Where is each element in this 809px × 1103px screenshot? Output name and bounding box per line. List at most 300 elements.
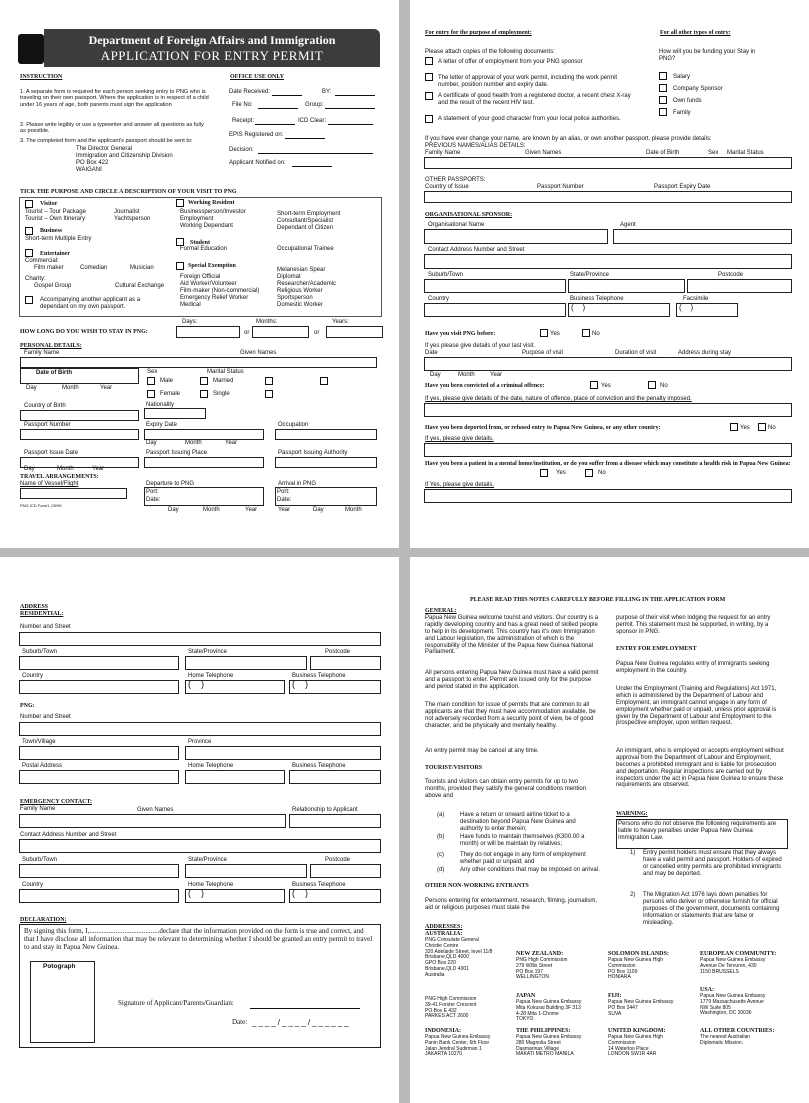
expiry-day: Day — [146, 440, 157, 446]
employment-2: Under the Employment (Training and Regulations) Act 1971, which is administered by the Department of Labour and Employment, an immigrant cannot engage in any form of employment whether paid or unpaid, unless prior approval is given by the Department of Labour and Employment to the prospective employer, upon written request. — [616, 686, 777, 727]
signature-line[interactable] — [250, 1008, 360, 1009]
purpose-heading: TICK THE PURPOSE AND CIRCLE A DESCRIPTION OF YOUR VISIT TO PNG — [20, 189, 237, 195]
general-3: The main condition for issue of permits that are common to all applicants are that they must have accommodation available, be not adversely recorded from a security point of view, be of good character, and be physically and mentally healthy. — [425, 702, 596, 729]
province-field[interactable] — [185, 746, 381, 760]
dob-month: Month — [62, 385, 79, 391]
accompanying-label: Accompanying another applicant as a dependant on my own passport. — [40, 297, 141, 310]
em-home-phone-label: Home Telephone — [188, 882, 234, 888]
em-bus-paren: ( ) — [292, 888, 308, 898]
address-line-3: PO Box 422 — [76, 160, 109, 166]
facsimile-label: Facsimile — [683, 296, 709, 302]
cond-c-text: They do not engage in any form of employment whether paid or unpaid; and — [460, 852, 586, 865]
departure-label: Departure to PNG — [146, 481, 195, 487]
occupation-field[interactable] — [275, 429, 377, 440]
em-relationship-field[interactable] — [289, 814, 381, 828]
researcher[interactable]: Researcher/Academic — [277, 281, 337, 287]
cond-a-text: Have a return or onward airline ticket to a destination beyond Papua New Guinea and authority to enter therein; — [460, 812, 576, 832]
nz-address: PNG High Commission 279 Willis Street PO Box 197 WELLINGTON — [516, 957, 568, 981]
em-suburb-field[interactable] — [19, 864, 179, 878]
group-label: Group: — [305, 102, 324, 108]
org-name-field[interactable] — [424, 229, 608, 244]
business-checkbox[interactable] — [25, 227, 33, 235]
us-address: Papua New Guinea Embassy 1779 Massachusetts Avenue NW Suite 805 Washington, DC 20036 — [700, 993, 766, 1017]
form-code: PNG ICD Form1 ,05/95 — [20, 503, 62, 508]
dependant-citizen[interactable]: Dependant of Citizen — [277, 225, 334, 231]
doc4-label: A statement of your good character from your local police authorities. — [438, 116, 621, 122]
receipt-line[interactable] — [255, 124, 295, 125]
employment-heading: ENTRY FOR EMPLOYMENT — [616, 646, 697, 652]
doc3-checkbox[interactable] — [425, 92, 433, 100]
nonwork-text: Persons entering for entertainment, research, filming, journalism, aid or religious purposes must state the — [425, 898, 598, 911]
sign-date-slashes[interactable]: ____/____/______ — [252, 1018, 351, 1027]
vessel-field[interactable] — [20, 488, 127, 499]
em-relationship-label: Relationship to Applicant — [292, 807, 358, 813]
postcode-field[interactable] — [687, 279, 792, 293]
female-label: Female — [160, 391, 181, 397]
suburb-label: Suburb/Town — [428, 272, 464, 278]
employment-1: Papua New Guinea regulates entry of immigrants seeking employment in the country. — [616, 661, 770, 674]
date-received-line[interactable] — [272, 95, 302, 96]
em-country-field[interactable] — [19, 889, 179, 903]
single-label: Single — [213, 391, 230, 397]
short-term-employment[interactable]: Short-term Employment — [277, 211, 341, 217]
png-heading: PNG: — [20, 703, 35, 709]
si-heading: SOLOMON ISLANDS: — [608, 951, 669, 957]
expiry-month: Month — [185, 440, 202, 446]
id-address: Papua New Guinea Embassy Panin Bank Center, 6th Floor Jalan Jendral Sudirman 1 JAKARTA 10270 — [425, 1034, 491, 1058]
entertainer-label: Entertainer — [40, 251, 70, 257]
warning-2: The Migration Act 1976 lays down penalties for persons who deliver or otherwise furnish for official purposes of the government, documents containing information or statements that are false or misleading. — [643, 892, 780, 926]
entertainer-checkbox[interactable] — [25, 249, 33, 257]
emergency-heading: EMERGENCY CONTACT: — [20, 799, 93, 805]
married-checkbox[interactable] — [200, 377, 208, 385]
issue-place-field[interactable] — [144, 457, 264, 468]
expiry-year: Year — [225, 440, 238, 446]
cond-c: (c) — [437, 852, 444, 858]
receipt-label: Receipt: — [232, 118, 255, 124]
vessel-label: Name of Vessel/Flight — [20, 481, 79, 487]
sign-date-label: Date: — [232, 1018, 248, 1026]
marital-checkbox-4[interactable] — [265, 390, 273, 398]
address-line-2: Immigration and Citizenship Division — [76, 153, 173, 159]
warning-0: Persons who do not observe the following requirements are liable to heavy penalties under Papua New Guinea Immigration Law. — [618, 821, 777, 841]
state-label: State/Province — [570, 272, 610, 278]
form-title: APPLICATION FOR ENTRY PERMIT — [100, 48, 324, 63]
conviction-details-label: If yes, please give details of the date, nature of offence, place of conviction and the penalty imposed. — [425, 396, 692, 402]
salary-checkbox[interactable] — [659, 72, 667, 80]
fj-heading: FIJI: — [608, 993, 622, 999]
patient-details-field[interactable] — [424, 489, 792, 503]
family-checkbox[interactable] — [659, 108, 667, 116]
png-bus-phone-field[interactable] — [289, 770, 381, 784]
charity-label: Charity: — [25, 276, 46, 282]
warning-1: Entry permit holders must ensure that they always have a valid permit and passport. Holders of expired or cancelled entry permits are prohibited immigrants and may be deported. — [643, 850, 782, 877]
png-street-label: Number and Street — [20, 714, 71, 720]
res-postcode-field[interactable] — [310, 656, 381, 670]
convicted-no-label: No — [660, 383, 668, 389]
warning-1-num: 1) — [630, 850, 636, 856]
funding-question: How will you be funding your Stay in PNG? — [659, 49, 756, 62]
single-checkbox[interactable] — [200, 390, 208, 398]
marital-checkbox-5[interactable] — [320, 377, 328, 385]
tourist-package[interactable]: Tourist – Tour Package — [25, 209, 86, 215]
doc4-checkbox[interactable] — [425, 115, 433, 123]
religious-worker[interactable]: Religious Worker — [277, 288, 323, 294]
visit-date-label: Date — [425, 350, 438, 356]
general-2: All persons entering Papua New Guinea must have a valid permit and a passport to enter. Permit are issued only for the purpose and period stated in the application. — [425, 670, 599, 690]
cond-d: (d) — [437, 867, 445, 873]
tourist-1: Tourists and visitors can obtain entry permits for up to two months, provided they satisfy the general conditions mention above and — [425, 779, 587, 799]
yachtsperson[interactable]: Yachtsperson — [114, 216, 151, 222]
em-state-field[interactable] — [185, 864, 307, 878]
bus-phone-label: Business Telephone — [570, 296, 624, 302]
patient-yes-label: Yes — [556, 470, 566, 476]
res-bus-paren: ( ) — [292, 679, 308, 689]
arr-day: Day — [313, 507, 324, 513]
agent-field[interactable] — [613, 229, 792, 244]
arr-year: Year — [278, 507, 291, 513]
departure-box[interactable] — [144, 487, 264, 506]
marital-checkbox-3[interactable] — [265, 377, 273, 385]
other-passports-field[interactable] — [424, 191, 792, 203]
issue-day: Day — [24, 466, 35, 472]
convicted-yes-label: Yes — [601, 383, 611, 389]
dob-day: Day — [26, 385, 37, 391]
own-funds-checkbox[interactable] — [659, 96, 667, 104]
working-resident-checkbox[interactable] — [176, 199, 184, 207]
em-state-label: State/Province — [188, 857, 228, 863]
em-suburb-label: Suburb/Town — [22, 857, 58, 863]
student-checkbox[interactable] — [176, 238, 184, 246]
address-line-1: The Director General — [76, 146, 133, 152]
years-field[interactable] — [326, 326, 383, 338]
notified-line[interactable] — [292, 166, 332, 167]
visit-year: Year — [490, 372, 503, 378]
uk-address: Papua New Guinea High Commission 14 Waterloo Place LONDON SW1R 4AR — [608, 1034, 664, 1058]
employment-entry-heading: For entry for the purpose of employment: — [425, 30, 532, 36]
photograph-label: Potograph — [43, 963, 76, 970]
own-funds-label: Own funds — [673, 98, 702, 104]
page-1 — [0, 0, 399, 548]
res-suburb-label: Suburb/Town — [22, 649, 58, 655]
visit-month: Month — [458, 372, 475, 378]
diplomat[interactable]: Diplomat — [277, 274, 301, 280]
country-of-birth-field[interactable] — [20, 410, 139, 421]
working-dependant[interactable]: Working Dependant — [180, 223, 233, 229]
nonwork-heading: OTHER NON-WORKING ENTRANTS — [425, 883, 529, 889]
issue-authority-label: Passport Issuing Authority — [278, 450, 348, 456]
org-sponsor-heading: ORGANISATIONAL SPONSOR: — [425, 212, 513, 218]
gospel-group[interactable]: Gospel Group — [34, 283, 72, 289]
file-no-label: File No: — [232, 102, 253, 108]
foreign-official[interactable]: Foreign Official — [180, 274, 221, 280]
departure-date: Date: — [146, 497, 161, 503]
female-checkbox[interactable] — [147, 390, 155, 398]
emergency-relief[interactable]: Emergency Relief Worker — [180, 295, 249, 301]
png-home-phone-label: Home Telephone — [188, 763, 234, 769]
consultant[interactable]: Consultant/Specialist — [277, 218, 334, 224]
other-passports-label: OTHER PASSPORTS: — [425, 177, 486, 183]
town-label: Town/Village — [22, 739, 56, 745]
special-exemption-label: Special Exemption — [188, 263, 236, 269]
issue-month: Month — [57, 466, 74, 472]
salary-label: Salary — [673, 74, 691, 80]
journalist[interactable]: Journalist — [114, 209, 140, 215]
attach-label: Please attach copies of the following documents: — [425, 49, 555, 55]
by-line[interactable] — [335, 95, 375, 96]
cond-a: (a) — [437, 812, 445, 818]
melanesian-spear[interactable]: Melanesian Spear — [277, 267, 326, 273]
conviction-details-field[interactable] — [424, 403, 792, 417]
res-street-label: Number and Street — [20, 624, 71, 630]
issue-year: Year — [92, 466, 105, 472]
deported-no-checkbox[interactable] — [758, 423, 766, 431]
notes-header: PLEASE READ THIS NOTES CAREFULLY BEFORE FILLING IN THE APPLICATION FORM — [470, 597, 726, 603]
departure-port: Port: — [146, 489, 159, 495]
doc3-label: A certificate of good health from a registered doctor, a recent chest X-ray and the result of the recent HIV test. — [438, 93, 631, 106]
town-field[interactable] — [19, 746, 179, 760]
res-home-phone-label: Home Telephone — [188, 673, 234, 679]
sex-label: Sex — [147, 369, 158, 375]
visit-address-label: Address during stay — [678, 350, 732, 356]
uk-heading: UNITED KINGDOM: — [608, 1028, 666, 1034]
domestic-worker[interactable]: Domestic Worker — [277, 302, 323, 308]
by-label: BY: — [322, 89, 332, 95]
given-names-label: Given Names — [240, 350, 277, 356]
patient-no-label: No — [598, 470, 606, 476]
convicted-yes-checkbox[interactable] — [590, 381, 598, 389]
previous-names-field[interactable] — [424, 157, 792, 169]
em-family-label: Family Name — [20, 806, 56, 812]
country-label: Country — [428, 296, 450, 302]
em-postcode-field[interactable] — [310, 864, 381, 878]
date-received-label: Date Received: — [229, 89, 271, 95]
short-term-multiple[interactable]: Short-term Multiple Entry — [25, 236, 92, 242]
address-line-4: WAIGANI — [76, 167, 102, 173]
employment[interactable]: Employment — [180, 216, 214, 222]
office-use-heading: OFFICE USE ONLY — [230, 74, 285, 80]
aus-address-2: PNG High Commission 39-41 Forster Crescent PO Box E 432 PARKES ACT 2600 — [425, 996, 477, 1020]
visited-yes-checkbox[interactable] — [540, 329, 548, 337]
how-long-label: HOW LONG DO YOU WISH TO STAY IN PNG: — [20, 329, 148, 335]
em-address-label: Contact Address Number and Street — [20, 832, 117, 838]
declaration-text: By signing this form, I,........................................declare that the information provided on the form is true and correct, and that I have disclose all information that may be relevant to determining whether I should be granted an entry permit to travel to and stay in Papua New Guinea. — [24, 927, 373, 952]
patient-yes-checkbox[interactable] — [540, 469, 548, 477]
accompanying-checkbox[interactable] — [25, 296, 33, 304]
tourist-heading: TOURIST/VISITORS — [425, 765, 483, 771]
issue-authority-field[interactable] — [275, 457, 377, 468]
suburb-field[interactable] — [424, 279, 566, 293]
warning-heading: WARNING: — [616, 811, 648, 817]
months-field[interactable] — [252, 326, 309, 338]
res-postcode-label: Postcode — [325, 649, 351, 655]
arrival-port: Port: — [277, 489, 290, 495]
res-state-field[interactable] — [185, 656, 307, 670]
male-label: Male — [160, 378, 174, 384]
deported-details-field[interactable] — [424, 443, 792, 457]
state-field[interactable] — [568, 279, 685, 293]
doc1-checkbox[interactable] — [425, 57, 433, 65]
ph-heading: THE PHILIPPINES: — [516, 1028, 571, 1034]
prev-given-label: Given Names — [525, 150, 562, 156]
working-resident-label: Working Resident — [188, 200, 235, 206]
us-heading: USA: — [700, 987, 715, 993]
res-bus-phone-label: Business Telephone — [292, 673, 346, 679]
general-1: Papua New Guinea welcome tourist and visitors. Our country is a rapidly developing country and has a great need of skilled people to help in its development. This country has it's own Immigration and Labour legislation, the administration of which is the responsibility of the Minister of the Papua New Guinea National Parliament. — [425, 615, 599, 656]
postal-field[interactable] — [19, 770, 179, 784]
ph-address: Papua New Guinea Embassy 280 Magnolia Street Dasmarinas Village MAKATI METRO MANILA — [516, 1034, 582, 1058]
instruction-2: 2. Please write legibly or use a typewriter and answer all questions as fully as possible. — [20, 122, 204, 135]
visited-no-checkbox[interactable] — [582, 329, 590, 337]
facsimile-paren: ( ) — [679, 303, 694, 312]
png-home-phone-field[interactable] — [185, 770, 285, 784]
days-field[interactable] — [176, 326, 240, 338]
or-label-2: or — [314, 330, 320, 336]
businessperson[interactable]: Businessperson/Investor — [180, 209, 246, 215]
aid-worker[interactable]: Aid Worker/Volunteer — [180, 281, 237, 287]
department-title: Department of Foreign Affairs and Immigration — [88, 33, 336, 47]
medical[interactable]: Medical — [180, 302, 201, 308]
issue-date-field[interactable] — [20, 457, 139, 468]
epis-label: EPIS Registered on: — [229, 132, 284, 138]
residential-heading: RESIDENTIAL: — [20, 611, 64, 617]
expiry-field[interactable] — [144, 429, 264, 440]
last-visit-field[interactable] — [424, 357, 792, 371]
visit-duration-label: Duration of visit — [615, 350, 657, 356]
visit-purpose-label: Purpose of visit — [522, 350, 564, 356]
res-state-label: State/Province — [188, 649, 228, 655]
em-home-paren: ( ) — [188, 888, 204, 898]
family-name-label: Family Name — [24, 350, 60, 356]
address-heading: ADDRESS — [20, 604, 49, 610]
last-visit-label: If yes please give details of your last visit. — [425, 343, 536, 349]
aus-address: PNG Consulate General Christie Centre 320 Adelaide Street, level 11/8 Brisbane,QLD 4000 GPO Box 220 Brisbane,QLD 4001 Australia — [425, 937, 493, 978]
cultural-exchange[interactable]: Cultural Exchange — [115, 283, 165, 289]
col2-purpose: purpose of their visit when lodging the request for an entry permit. This statement must be supported, in writing, by a sponsor in PNG. — [616, 615, 771, 635]
postal-label: Postal Address — [22, 763, 63, 769]
issue-place-label: Passport Issuing Place — [146, 450, 208, 456]
icd-clear-line[interactable] — [328, 124, 373, 125]
months-label: Months: — [256, 319, 278, 325]
company-label: Company Sponsor — [673, 86, 723, 92]
bus-phone-paren: ( ) — [571, 303, 586, 312]
icd-clear-label: ICD Clear: — [298, 118, 327, 124]
general-heading: GENERAL: — [425, 608, 457, 614]
oc-address: The nearest Australian Diplomatic Mission. — [700, 1034, 751, 1046]
special-exemption-checkbox[interactable] — [176, 262, 184, 270]
visitor-checkbox[interactable] — [25, 200, 33, 208]
org-name-label: Organisational Name — [428, 222, 485, 228]
general-4: An entry permit may be cancel at any time. — [425, 748, 539, 754]
instruction-3: 3. The completed form and the applicant's passport should be sent to: — [20, 138, 193, 144]
epis-line[interactable] — [285, 138, 325, 139]
coi-label: Country of Issue — [425, 184, 469, 190]
film-maker[interactable]: Film maker — [34, 265, 64, 271]
instruction-heading: INSTRUCTION — [20, 74, 63, 80]
fj-address: Papua New Guinea Embassy PO Box 2447 SUVA — [608, 999, 674, 1017]
comedian[interactable]: Comedian — [80, 265, 108, 271]
res-country-field[interactable] — [19, 680, 179, 694]
em-given-label: Given Names — [137, 807, 174, 813]
postcode-label: Postcode — [718, 272, 744, 278]
company-checkbox[interactable] — [659, 84, 667, 92]
notified-label: Applicant Notified on: — [229, 160, 286, 166]
male-checkbox[interactable] — [147, 377, 155, 385]
jp-heading: JAPAN — [516, 993, 536, 999]
page-4 — [410, 557, 809, 1103]
occupational-trainee[interactable]: Occupational Trainee — [277, 246, 334, 252]
em-address-field[interactable] — [19, 839, 381, 853]
nationality-label: Nationality — [146, 402, 175, 408]
formal-education[interactable]: Formal Education — [180, 246, 228, 252]
deported-yes-checkbox[interactable] — [730, 423, 738, 431]
png-emblem — [18, 34, 44, 64]
student-label: Student — [190, 240, 211, 246]
contact-address-field[interactable] — [424, 254, 792, 269]
decision-label: Decision: — [229, 147, 254, 153]
nz-heading: NEW ZEALAND: — [516, 951, 564, 957]
addresses-heading: ADDRESSES: — [425, 924, 463, 930]
signature-label: Signature of Applicant/Parents/Guardian: — [118, 999, 234, 1007]
doc2-checkbox[interactable] — [425, 73, 433, 81]
marital-label: Marital Status — [207, 369, 244, 375]
passport-number-label: Passport Number — [24, 422, 71, 428]
years-label: Years: — [332, 319, 349, 325]
commercial-label: Commercial: — [25, 258, 59, 264]
deported-yes-label: Yes — [740, 425, 750, 431]
film-maker-nc[interactable]: Film-maker (Non-commercial) — [180, 288, 260, 294]
sportsperson[interactable]: Sportsperson — [277, 295, 313, 301]
patient-no-checkbox[interactable] — [585, 469, 593, 477]
res-street-field[interactable] — [19, 632, 381, 646]
country-of-birth-label: Country of Birth — [24, 403, 66, 409]
page-3 — [0, 557, 399, 1103]
tourist-itinerary[interactable]: Tourist – Own Itinerary — [25, 216, 86, 222]
previous-names-label: PREVIOUS NAMES/ALIAS DETAILS: — [425, 143, 526, 149]
business-label: Business — [40, 228, 63, 234]
arrival-label: Arrival in PNG — [278, 481, 317, 487]
convicted-no-checkbox[interactable] — [648, 381, 656, 389]
decision-line[interactable] — [258, 153, 373, 154]
convicted-question: Have you been convicted of a criminal offence: — [425, 383, 545, 389]
file-no-line[interactable] — [258, 108, 298, 109]
expiry-label: Expiry Date — [146, 422, 178, 428]
name-change-label: If you have ever change your name, are known by an alias, or own another passport, please provide details: — [425, 136, 712, 142]
visited-question: Have you visit PNG before: — [425, 331, 496, 337]
nationality-field[interactable] — [144, 408, 206, 419]
province-label: Province — [188, 739, 212, 745]
family-name-field[interactable] — [20, 357, 377, 368]
visited-yes-label: Yes — [550, 331, 560, 337]
travel-heading: TRAVEL ARRANGEMENTS: — [20, 474, 99, 480]
oc-heading: ALL OTHER COUNTRIES: — [700, 1028, 775, 1034]
dep-year: Year — [245, 507, 258, 513]
contact-address-label: Contact Address Number and Street — [428, 247, 525, 253]
group-line[interactable] — [325, 108, 375, 109]
em-name-field[interactable] — [19, 814, 286, 828]
page-2 — [410, 0, 809, 548]
pp-expiry-label: Passport Expiry Date — [654, 184, 711, 190]
photograph-box[interactable] — [30, 961, 95, 1043]
country-field[interactable] — [424, 303, 566, 317]
png-street-field[interactable] — [19, 722, 381, 736]
res-suburb-field[interactable] — [19, 656, 179, 670]
musician[interactable]: Musician — [130, 265, 154, 271]
employment-3: An immigrant, who is employed or accepts employment without approval from the Department of Labour and Employment, becomes a prohibited immigrant and is liable for prosecution and deportation. Regular inspections are carried out by inspectors under the act in Papua New Guinea to ensure these requirements are observed. — [616, 748, 784, 789]
res-country-label: Country — [22, 673, 44, 679]
em-country-label: Country — [22, 882, 44, 888]
passport-number-field[interactable] — [20, 429, 139, 440]
